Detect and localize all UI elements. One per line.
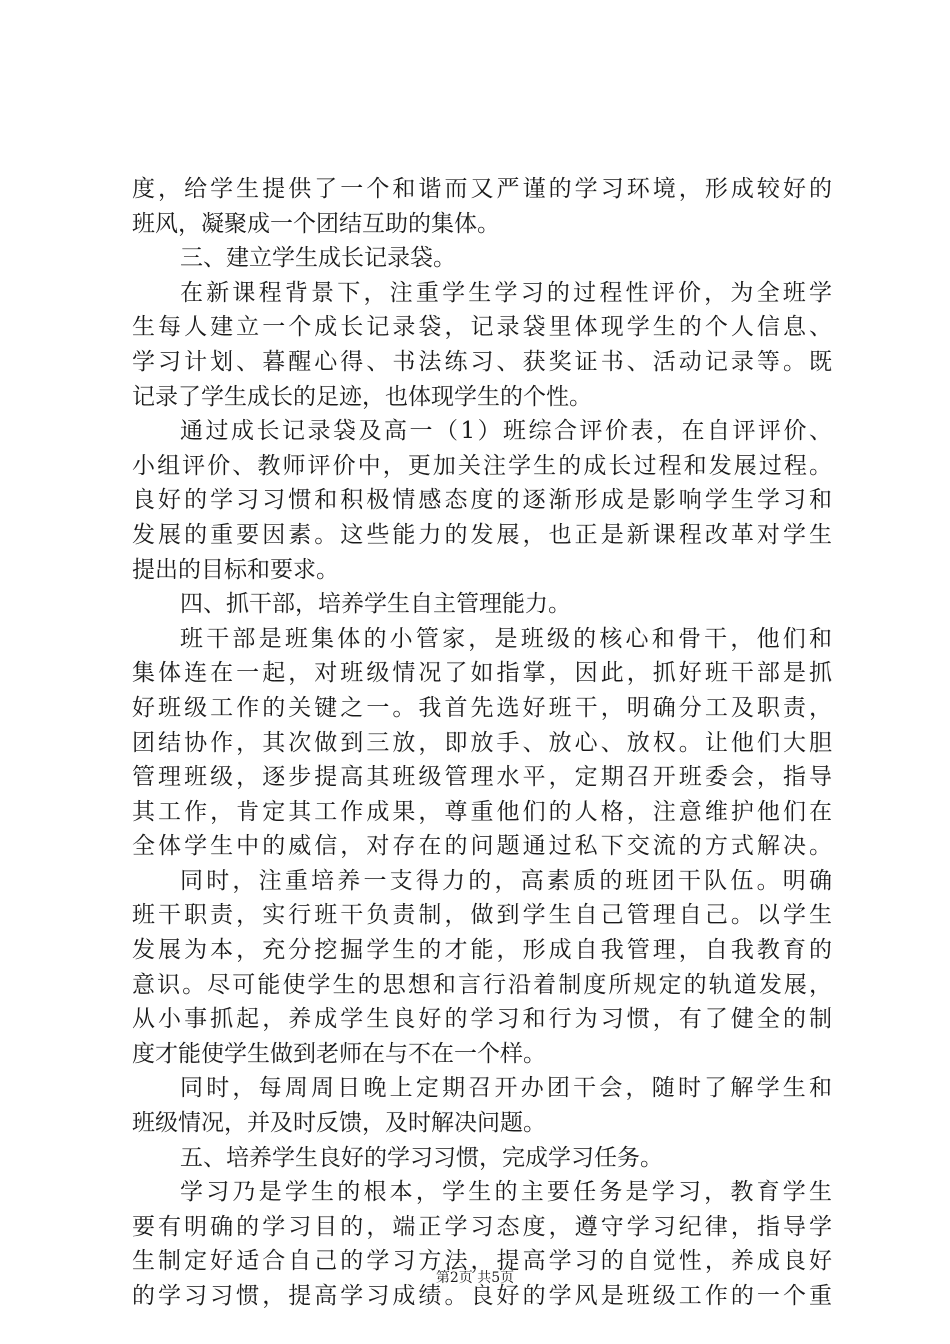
text-line: 班干职责，实行班干负责制，做到学生自己管理自己。以学生: [132, 902, 832, 929]
text-line: 班干部是班集体的小管家，是班级的核心和骨干，他们和: [180, 625, 832, 652]
text-line: 管理班级，逐步提高其班级管理水平，定期召开班委会，指导: [132, 764, 832, 791]
text-line: 小组评价、教师评价中，更加关注学生的成长过程和发展过程。: [132, 452, 832, 479]
text-line: 从小事抓起，养成学生良好的学习和行为习惯，有了健全的制: [132, 1006, 832, 1033]
text-line: 生制定好适合自己的学习方法，提高学习的自觉性，养成良好: [132, 1248, 832, 1275]
text-line: 学习乃是学生的根本，学生的主要任务是学习，教育学生: [180, 1179, 832, 1206]
text-line: 好班级工作的关键之一。我首先选好班干，明确分工及职责，: [132, 694, 832, 721]
text-line: 生每人建立一个成长记录袋，记录袋里体现学生的个人信息、: [132, 314, 832, 341]
text-line: 度，给学生提供了一个和谐而又严谨的学习环境，形成较好的: [132, 176, 832, 202]
text-line: 其工作，肯定其工作成果，尊重他们的人格，注意维护他们在: [132, 798, 832, 825]
text-line: 五、培养学生良好的学习习惯，完成学习任务。: [180, 1144, 663, 1171]
text-line: 要有明确的学习目的，端正学习态度，遵守学习纪律，指导学: [132, 1213, 832, 1240]
text-line: 通过成长记录袋及高一（1）班综合评价表，在自评评价、: [180, 418, 832, 445]
text-line: 在新课程背景下，注重学生学习的过程性评价，为全班学: [180, 279, 832, 306]
text-line: 意识。尽可能使学生的思想和言行沿着制度所规定的轨道发展，: [132, 971, 832, 998]
text-line: 全体学生中的威信，对存在的问题通过私下交流的方式解决。: [132, 833, 832, 860]
text-line: 三、建立学生成长记录袋。: [180, 245, 456, 272]
text-line: 学习计划、暮醒心得、书法练习、获奖证书、活动记录等。既: [132, 348, 832, 375]
text-line: 度才能使学生做到老师在与不在一个样。: [132, 1040, 546, 1067]
text-line: 同时，每周周日晚上定期召开办团干会，随时了解学生和: [180, 1075, 832, 1102]
page-footer: 第2页 共5页: [435, 1270, 515, 1286]
text-line: 团结协作，其次做到三放，即放手、放心、放权。让他们大胆: [132, 729, 832, 756]
text-line: 良好的学习习惯和积极情感态度的逐渐形成是影响学生学习和: [132, 487, 832, 514]
text-line: 班风，凝聚成一个团结互助的集体。: [132, 210, 500, 237]
text-line: 同时，注重培养一支得力的，高素质的班团干队伍。明确: [180, 867, 832, 894]
text-line: 的学习习惯，提高学习成绩。良好的学风是班级工作的一个重: [132, 1283, 832, 1309]
text-line: 发展为本，充分挖掘学生的才能，形成自我管理，自我教育的: [132, 937, 832, 964]
text-line: 四、抓干部，培养学生自主管理能力。: [180, 591, 571, 618]
text-line: 记录了学生成长的足迹，也体现学生的个性。: [132, 383, 592, 410]
text-line: 发展的重要因素。这些能力的发展，也正是新课程改革对学生: [132, 521, 832, 548]
text-line: 集体连在一起，对班级情况了如指掌，因此，抓好班干部是抓: [132, 660, 832, 687]
document-body: [132, 172, 832, 1314]
text-line: 班级情况，并及时反馈，及时解决问题。: [132, 1110, 546, 1137]
text-line: 提出的目标和要求。: [132, 556, 339, 583]
